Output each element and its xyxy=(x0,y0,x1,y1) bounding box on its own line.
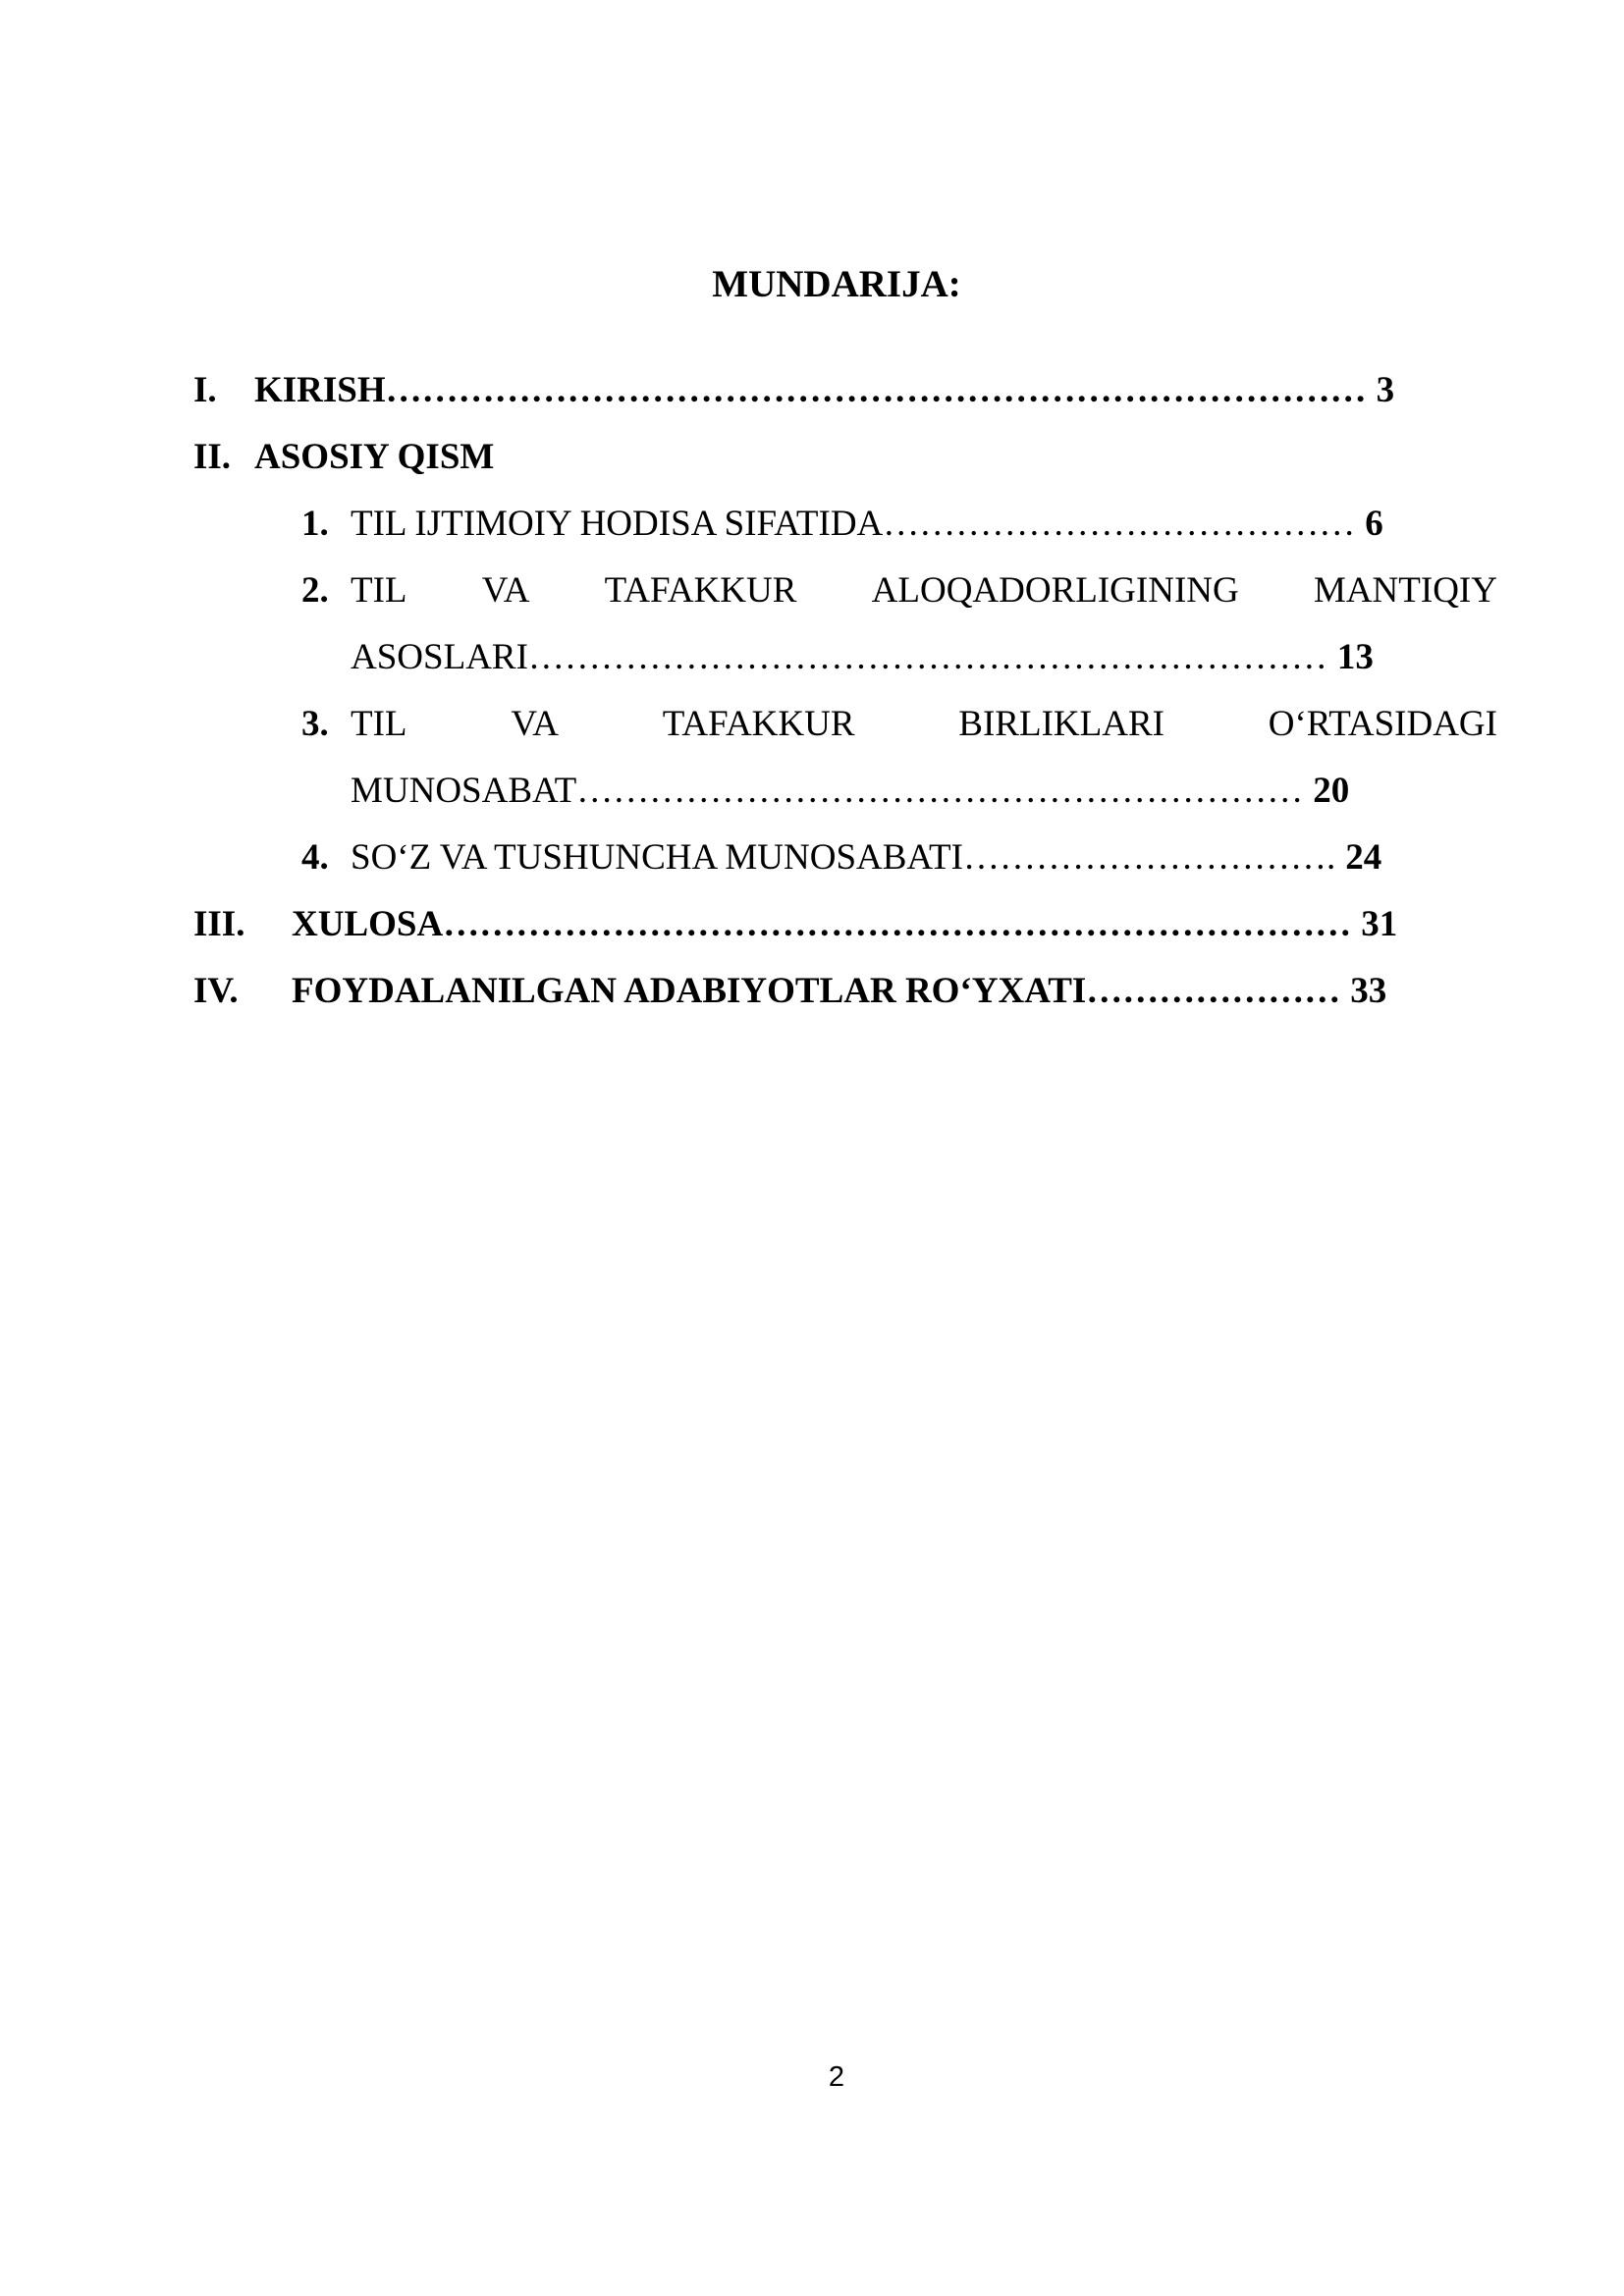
toc-word: TIL xyxy=(351,570,407,611)
toc-entry-xulosa[interactable] xyxy=(193,901,1397,948)
toc-label: XULOSA xyxy=(292,904,444,944)
toc-entry-sub3-line1 xyxy=(351,701,1497,748)
toc-page-number: 20 xyxy=(1313,771,1350,811)
toc-leader-dots: ………………………………………………………… xyxy=(527,637,1327,677)
toc-numeral: I. xyxy=(193,370,217,410)
footer-page-number: 2 xyxy=(828,2061,845,2093)
toc-page-number: 6 xyxy=(1365,504,1383,544)
toc-label: SO‘Z VA TUSHUNCHA MUNOSABATI xyxy=(351,837,963,878)
toc-word: ALOQADORLIGINING xyxy=(871,570,1239,611)
toc-leader-dots: ……………………………………………………………………… xyxy=(385,370,1367,410)
toc-subnumber: 1. xyxy=(301,504,329,544)
toc-label: MUNOSABAT xyxy=(351,771,577,811)
toc-label: ASOSLARI xyxy=(351,637,528,677)
toc-word: TAFAKKUR xyxy=(662,704,855,744)
toc-entry-asosiy-qism[interactable] xyxy=(193,434,494,481)
toc-entry-sub2-line2[interactable] xyxy=(351,634,1374,681)
toc-word: TAFAKKUR xyxy=(604,570,797,611)
toc-entry-kirish[interactable] xyxy=(193,367,1394,414)
toc-entry-sub1[interactable] xyxy=(301,501,1383,548)
toc-word: BIRLIKLARI xyxy=(958,704,1164,744)
toc-word: TIL xyxy=(351,704,407,744)
toc-entry-sub3[interactable] xyxy=(301,701,351,748)
toc-entry-sub3-line2[interactable] xyxy=(351,768,1349,815)
toc-numeral: II. xyxy=(193,437,232,477)
toc-word: MANTIQIY xyxy=(1313,570,1497,611)
toc-numeral: III. xyxy=(193,904,245,944)
toc-page-number: 3 xyxy=(1376,370,1395,410)
toc-word: O‘RTASIDAGI xyxy=(1268,704,1497,744)
toc-subnumber: 4. xyxy=(301,837,329,878)
toc-subnumber: 2. xyxy=(301,570,329,611)
toc-entry-sub2[interactable] xyxy=(301,567,351,614)
toc-entry-sub4[interactable] xyxy=(301,834,1381,881)
toc-leader-dots: ………………………………… xyxy=(883,504,1356,544)
toc-page-number: 24 xyxy=(1345,837,1382,878)
toc-word: VA xyxy=(481,570,530,611)
toc-label: TIL IJTIMOIY HODISA SIFATIDA xyxy=(351,504,884,544)
toc-leader-dots: ………………………………………………………………… xyxy=(443,904,1352,944)
toc-label: ASOSIY QISM xyxy=(254,437,495,477)
toc-label: FOYDALANILGAN ADABIYOTLAR RO‘YXATI xyxy=(292,971,1087,1011)
toc-numeral: IV. xyxy=(193,971,239,1011)
toc-page-number: 13 xyxy=(1336,637,1374,677)
toc-label: KIRISH xyxy=(254,370,386,410)
toc-entry-sub2-line1 xyxy=(351,567,1497,614)
toc-subnumber: 3. xyxy=(301,704,329,744)
toc-page-number: 31 xyxy=(1361,904,1398,944)
toc-word: VA xyxy=(511,704,559,744)
toc-title: MUNDARIJA: xyxy=(712,263,961,305)
toc-leader-dots: …………………………………………………… xyxy=(576,771,1304,811)
toc-leader-dots: …………………………. xyxy=(962,837,1336,878)
toc-entry-foydalanilgan-adabiyotlar[interactable] xyxy=(193,968,1386,1015)
toc-leader-dots: ………………… xyxy=(1086,971,1341,1011)
toc-page-number: 33 xyxy=(1350,971,1387,1011)
